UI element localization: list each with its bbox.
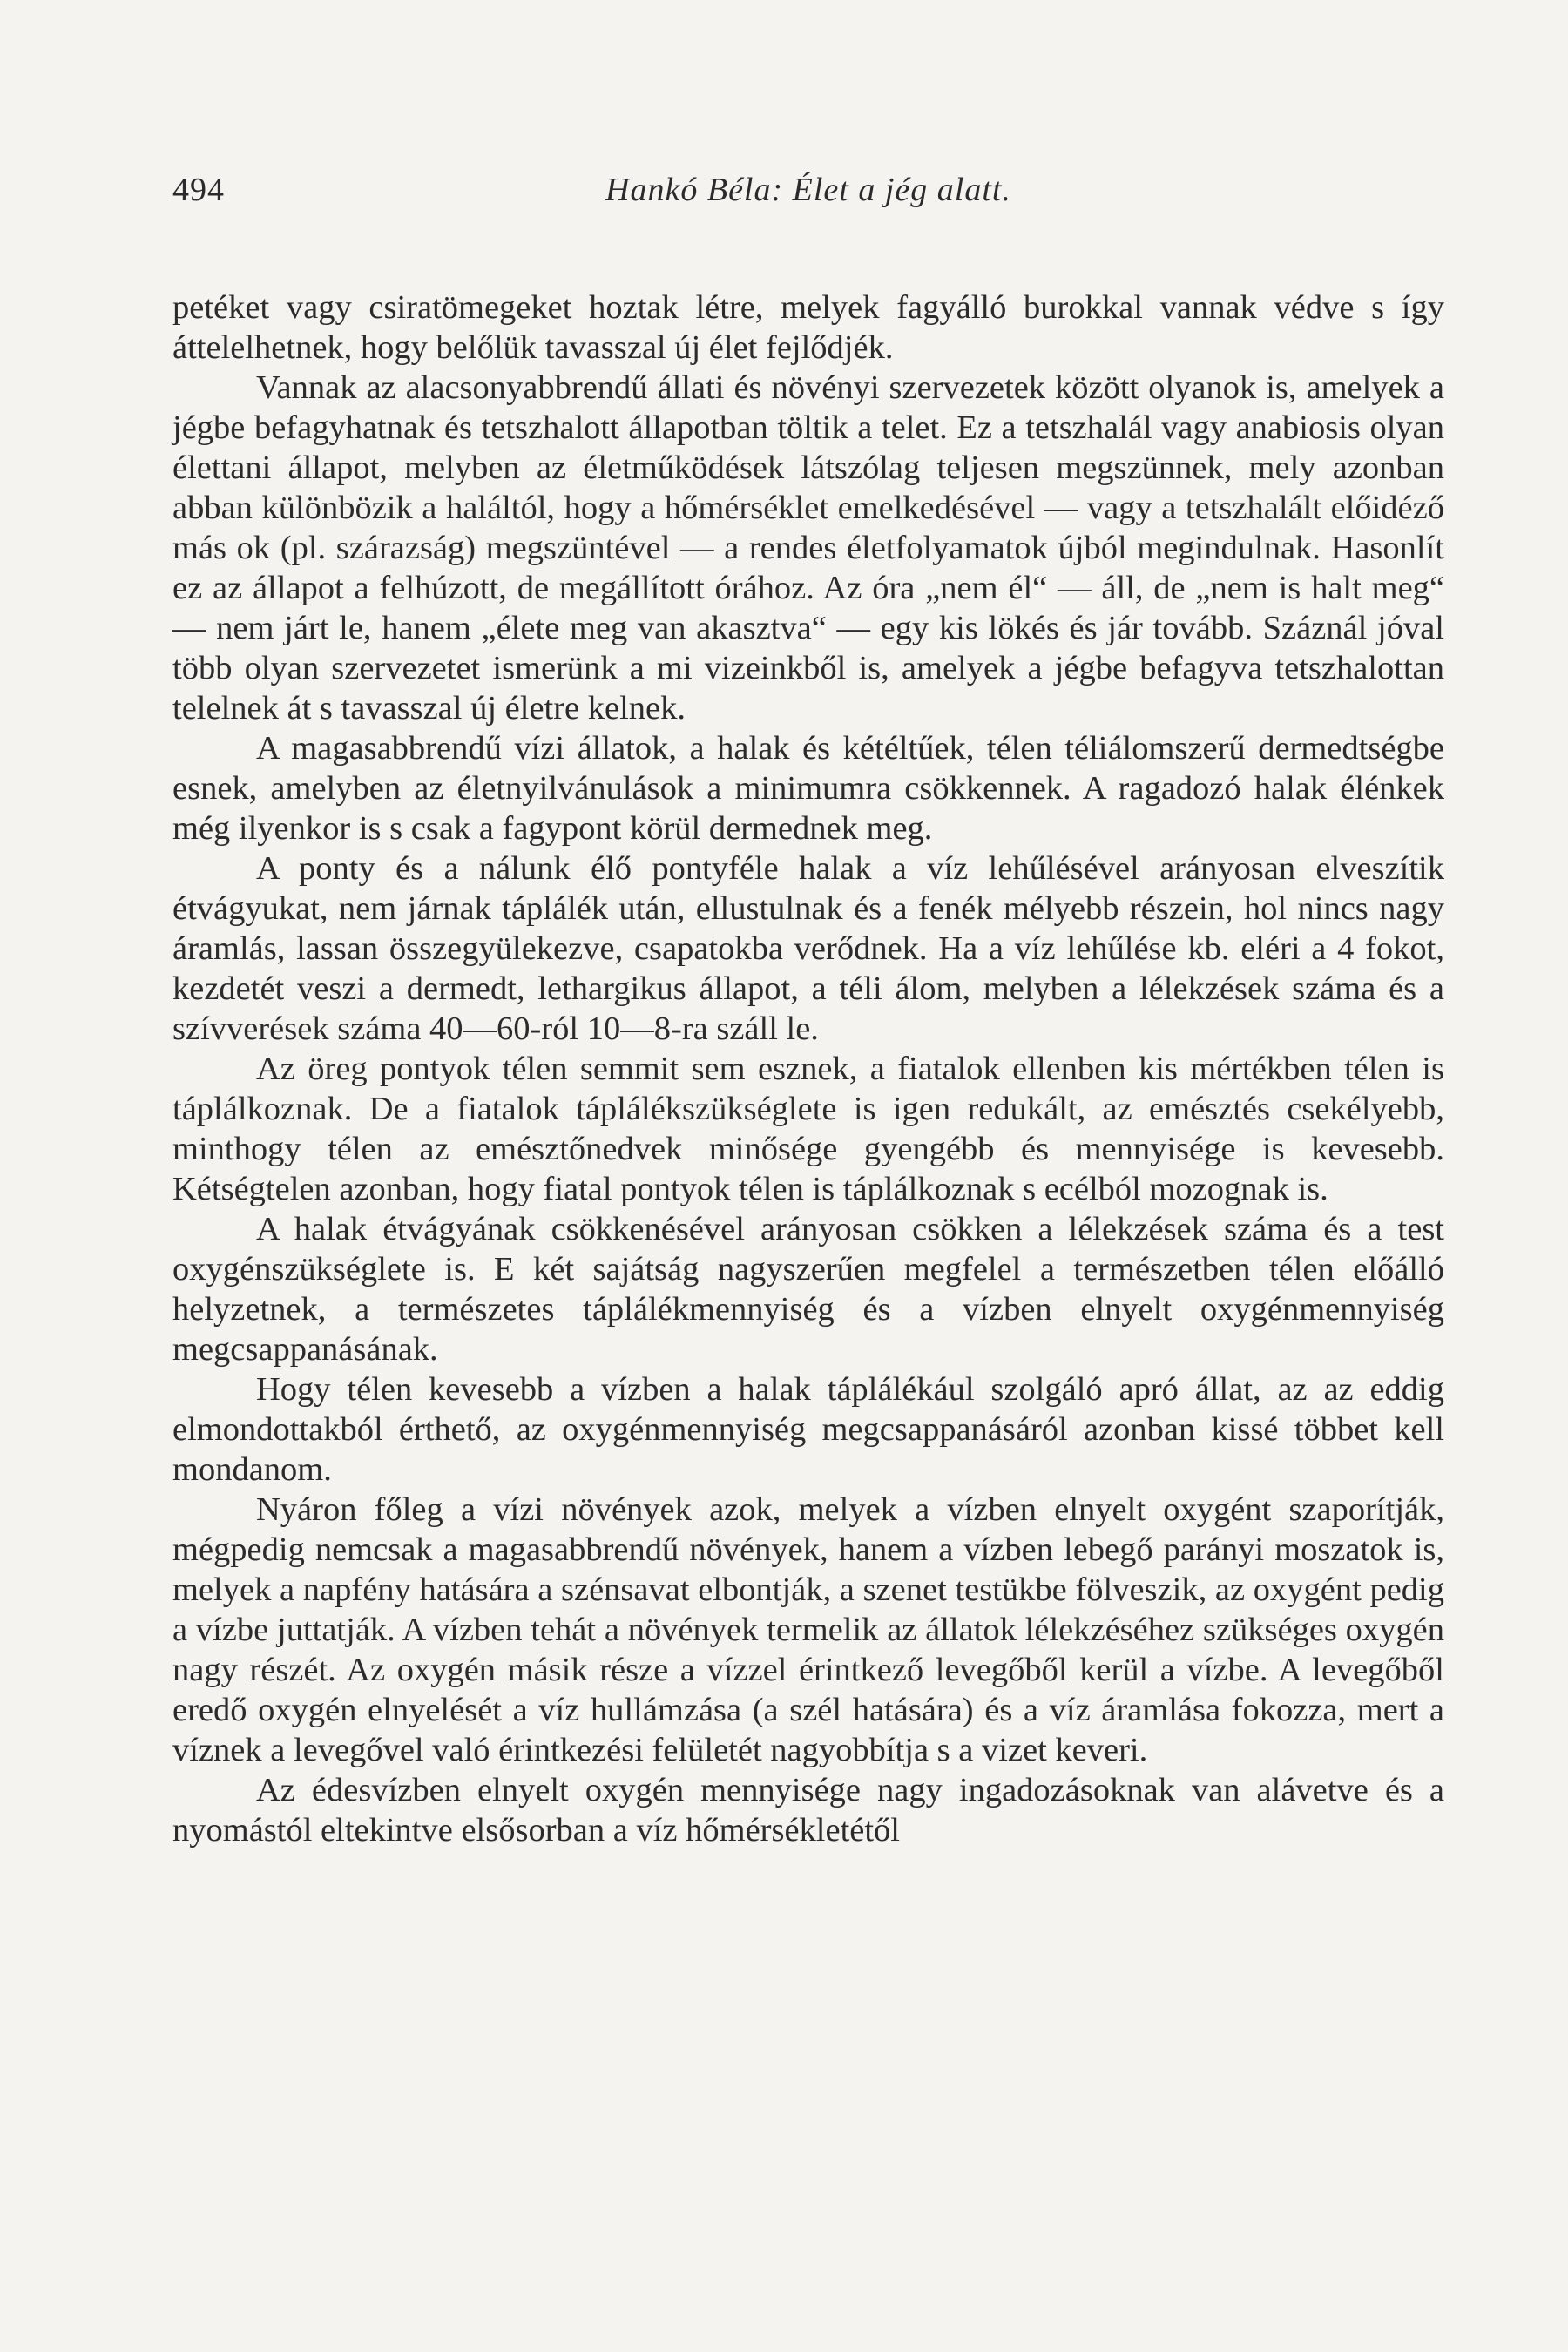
paragraph: Nyáron főleg a vízi növények azok, melyek a vízben elnyelt oxygént szaporítják, mégpedig nemcsak a magasabbrendű növények, hanem a vízben lebegő parányi moszatok is, melyek a napfény hatására a szénsavat elbontják, a szenet testükbe fölveszik, az oxygént pedig a vízbe juttatják. A vízben tehát a növények termelik az állatok lélekzéséhez szükséges oxygén nagy részét. Az oxygén másik része a vízzel érintkező levegőből kerül a vízbe. A levegőből eredő oxygén elnyelését a víz hullámzása (a szél hatására) és a víz áramlása fokozza, mert a víznek a levegővel való érintkezési felületét nagyobbítja s a vizet keveri. bbox=[172, 1491, 1444, 1768]
paragraph: Hogy télen kevesebb a vízben a halak táplálékául szolgáló apró állat, az az eddig elmondottakból érthető, az oxygénmennyiség megcsappanásáról azonban kissé többet kell mondanom. bbox=[172, 1371, 1444, 1488]
paragraph: A ponty és a nálunk élő pontyféle halak a víz lehűlésével arányosan elveszítik étvágyukat, nem járnak táplálék után, ellustulnak és a fenék mélyebb részein, hol nincs nagy áramlás, lassan összegyülekezve, csapatokba verődnek. Ha a víz lehűlése kb. eléri a 4 fokot, kezdetét veszi a dermedt, lethargikus állapot, a téli álom, melyben a lélekzések száma és a szívverések száma 40—60-ról 10—8-ra száll le. bbox=[172, 850, 1444, 1047]
paragraph: A halak étvágyának csökkenésével arányosan csökken a lélekzések száma és a test oxygénszükséglete is. E két sajátság nagyszerűen megfelel a természetben télen előálló helyzetnek, a természetes táplálékmennyiség és a vízben elnyelt oxygénmennyiség megcsappanásának. bbox=[172, 1211, 1444, 1368]
page-header bbox=[172, 171, 1444, 223]
page-number: 494 bbox=[172, 172, 225, 208]
body-text bbox=[172, 287, 1444, 1850]
paragraph: petéket vagy csiratömegeket hoztak létre, melyek fagyálló burokkal vannak védve s így áttelelhetnek, hogy belőlük tavasszal új élet fejlődjék. bbox=[172, 289, 1444, 366]
running-title: Hankó Béla: Élet a jég alatt. bbox=[605, 172, 1011, 208]
paragraph: Az öreg pontyok télen semmit sem esznek, a fiatalok ellenben kis mértékben télen is táplálkoznak. De a fiatalok táplálékszükséglete is igen redukált, az emésztés csekélyebb, minthogy télen az emésztőnedvek minősége gyengébb és mennyisége is kevesebb. Kétségtelen azonban, hogy fiatal pontyok télen is táplálkoznak s ecélból mozognak is. bbox=[172, 1051, 1444, 1207]
paragraph: Az édesvízben elnyelt oxygén mennyisége nagy ingadozásoknak van alávetve és a nyomástól eltekintve elsősorban a víz hőmérsékletétől bbox=[172, 1772, 1444, 1848]
paragraph: A magasabbrendű vízi állatok, a halak és kétéltűek, télen téliálomszerű dermedtségbe esnek, amelyben az életnyilvánulások a minimumra csökkennek. A ragadozó halak élénkek még ilyenkor is s csak a fagypont körül dermednek meg. bbox=[172, 730, 1444, 847]
paragraph: Vannak az alacsonyabbrendű állati és növényi szervezetek között olyanok is, amelyek a jégbe befagyhatnak és tetszhalott állapotban töltik a telet. Ez a tetszhalál vagy anabiosis olyan élettani állapot, melyben az életműködések látszólag teljesen megszünnek, mely azonban abban különbözik a haláltól, hogy a hőmérséklet emelkedésével — vagy a tetszhalált előidéző más ok (pl. szárazság) megszüntével — a rendes életfolyamatok újból megindulnak. Hasonlít ez az állapot a felhúzott, de megállított órához. Az óra „nem él“ — áll, de „nem is halt meg“ — nem járt le, hanem „élete meg van akasztva“ — egy kis lökés és jár tovább. Száznál jóval több olyan szervezetet ismerünk a mi vizeinkből is, amelyek a jégbe befagyva tetszhalottan telelnek át s tavasszal új életre kelnek. bbox=[172, 369, 1444, 727]
